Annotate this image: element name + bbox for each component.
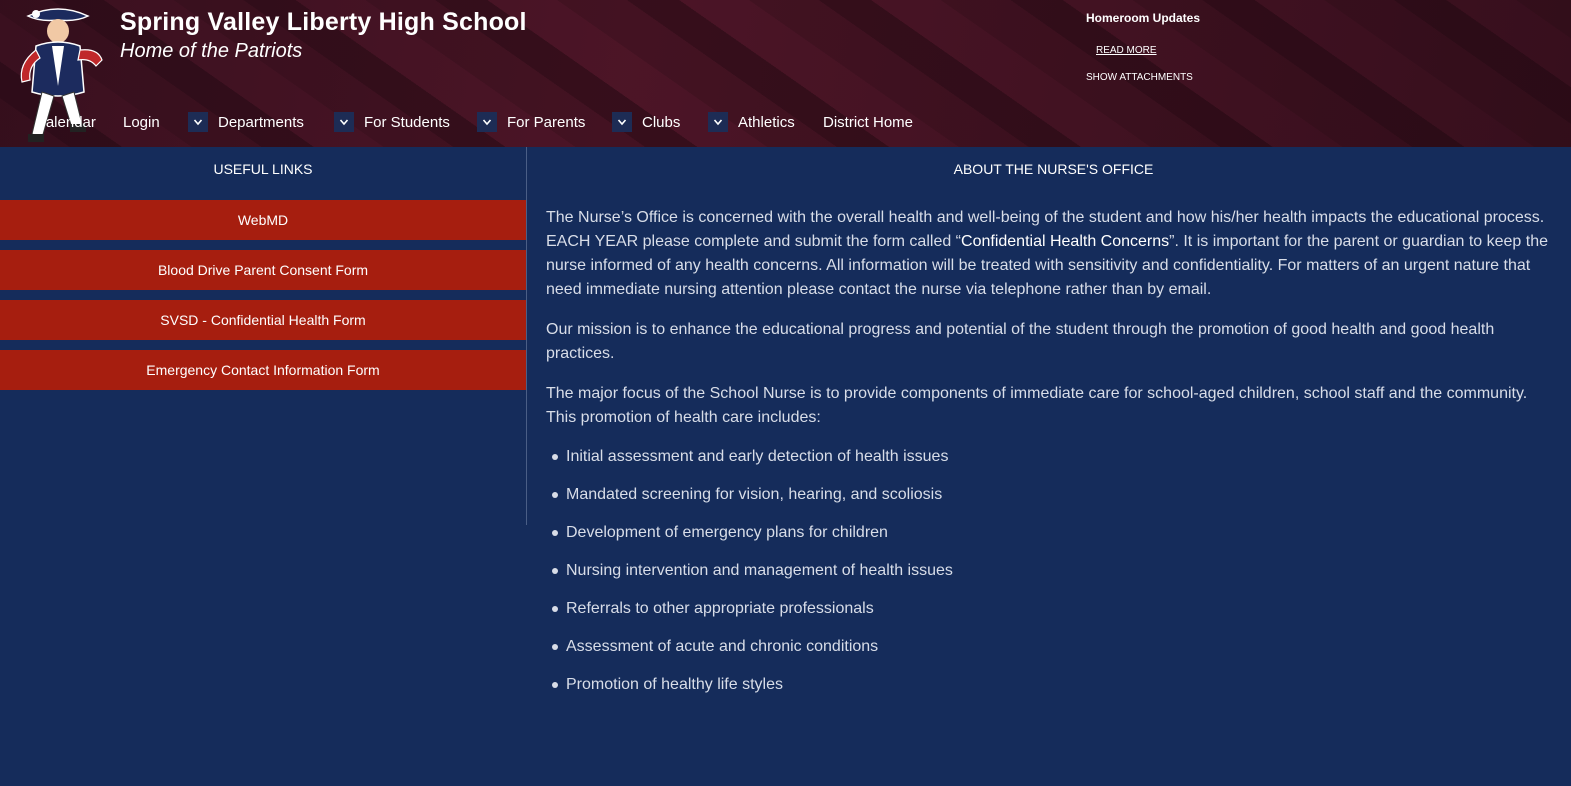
list-item-text: Nursing intervention and management of health issues [566,562,953,579]
list-item [546,635,1546,673]
intro-text-a: The Nurse’s Office is concerned with the overall health and well-being of the student and how his/her health impacts the educational process. EACH YEAR please complete and submit the form called “ [546,209,1545,250]
list-item [546,483,1546,521]
link-webmd[interactable]: WebMD [0,200,526,240]
nav-label: Clubs [642,113,681,131]
focus-paragraph: The major focus of the School Nurse is to provide components of immediate care for school-aged children, school staff and the community. This promotion of health care includes: [546,385,1528,426]
chevron-down-icon[interactable] [612,112,632,132]
bullet-icon [552,682,558,688]
list-item [546,521,1546,559]
list-item-text: Promotion of healthy life styles [566,676,783,693]
bullet-icon [552,644,558,650]
chevron-down-icon[interactable] [708,112,728,132]
nav-for-students[interactable] [334,110,450,134]
main-navigation [0,110,1000,136]
nav-calendar[interactable] [35,110,96,134]
chevron-down-icon[interactable] [334,112,354,132]
nav-label: For Parents [507,113,586,131]
list-item [546,445,1546,483]
list-item-text: Referrals to other appropriate professionals [566,600,874,617]
nav-login[interactable] [123,110,160,134]
bullet-icon [552,492,558,498]
link-blood-drive-consent[interactable]: Blood Drive Parent Consent Form [0,250,526,290]
chevron-down-icon[interactable] [477,112,497,132]
mission-paragraph: Our mission is to enhance the educational progress and potential of the student through the promotion of good health and good health practices. [546,321,1495,362]
show-attachments-link[interactable]: SHOW ATTACHMENTS [1086,72,1193,83]
sidebar-title: USEFUL LINKS [213,161,313,177]
read-more-link[interactable]: READ MORE [1096,45,1157,56]
list-item-text: Mandated screening for vision, hearing, and scoliosis [566,486,943,503]
nav-label: Login [123,113,160,131]
list-item [546,559,1546,597]
nav-label: District Home [823,113,914,131]
nav-athletics[interactable] [708,110,795,134]
announcement-title: Homeroom Updates [1086,11,1201,25]
nav-label: Calendar [35,113,96,131]
bullet-icon [552,606,558,612]
intro-paragraph [546,206,1561,302]
nav-label: Athletics [738,113,795,131]
nav-clubs[interactable] [612,110,680,134]
list-item-text: Development of emergency plans for children [566,524,888,541]
list-item-text: Assessment of acute and chronic conditions [566,638,879,655]
list-item [546,673,1546,711]
useful-links-sidebar [0,147,527,525]
bullet-icon [552,454,558,460]
nav-district-home[interactable] [823,110,913,134]
link-emergency-contact-form[interactable]: Emergency Contact Information Form [0,350,526,390]
intro-text-b: ”. It is important for the parent or guardian to keep the nurse informed of any health concerns. All information will be treated with sensitivity and confidentiality. For matters of an urgent nature that need immediate nursing attention please contact the nurse via telephone rather than by email. [546,233,1549,298]
school-name[interactable]: Spring Valley Liberty High School [120,8,527,36]
bullet-icon [552,530,558,536]
list-item [546,597,1546,635]
site-header [0,0,1571,147]
nav-label: For Students [364,113,450,131]
link-confidential-health-form[interactable]: SVSD - Confidential Health Form [0,300,526,340]
nav-for-parents[interactable] [477,110,585,134]
nav-label: Departments [218,113,304,131]
page-title: ABOUT THE NURSE'S OFFICE [953,161,1154,177]
chevron-down-icon[interactable] [188,112,208,132]
confidential-health-concerns-text: Confidential Health Concerns [961,233,1170,250]
list-item-text: Initial assessment and early detection of health issues [566,448,949,465]
nav-departments[interactable] [188,110,304,134]
bullet-icon [552,568,558,574]
school-tagline: Home of the Patriots [120,40,303,62]
health-care-list [546,445,1546,711]
